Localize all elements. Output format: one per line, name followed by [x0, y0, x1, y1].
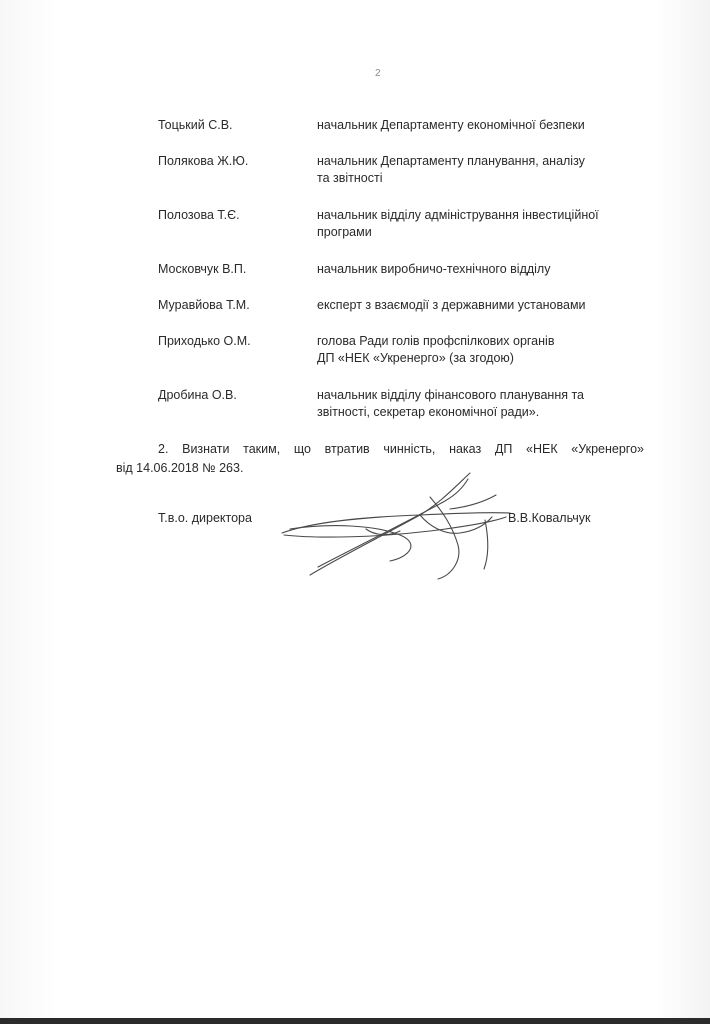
member-name: Муравйова Т.М. — [158, 298, 250, 312]
member-position — [317, 387, 637, 421]
handwritten-signature — [270, 465, 540, 590]
position-line: начальник виробничо-технічного відділу — [317, 262, 551, 276]
bottom-edge-bar — [0, 1018, 710, 1024]
position-line: звітності, секретар економічної ради». — [317, 405, 540, 419]
position-line: ДП «НЕК «Укренерго» (за згодою) — [317, 351, 514, 365]
position-line: начальник відділу фінансового планування та — [317, 388, 585, 402]
member-position — [317, 117, 637, 134]
member-name: Дробина О.В. — [158, 388, 237, 402]
member-position — [317, 207, 637, 241]
position-line: експерт з взаємодії з державними установами — [317, 298, 586, 312]
position-line: програми — [317, 225, 372, 239]
position-line: голова Ради голів профспілкових органів — [317, 334, 555, 348]
position-line: начальник Департаменту планування, аналізу — [317, 154, 585, 168]
signatory-title: Т.в.о. директора — [158, 511, 252, 525]
member-position — [317, 297, 637, 314]
member-name: Тоцький С.В. — [158, 118, 233, 132]
position-line: начальник Департаменту економічної безпеки — [317, 118, 585, 132]
page-number: 2 — [375, 68, 381, 79]
member-position — [317, 153, 637, 187]
position-line: та звітності — [317, 171, 383, 185]
member-name: Полякова Ж.Ю. — [158, 154, 249, 168]
member-name: Полозова Т.Є. — [158, 208, 240, 222]
member-position — [317, 333, 637, 367]
member-name: Приходько О.М. — [158, 334, 251, 348]
paragraph-line: від 14.06.2018 № 263. — [116, 461, 244, 475]
member-name: Московчук В.П. — [158, 262, 247, 276]
member-position — [317, 261, 637, 278]
position-line: начальник відділу адміністрування інвестиційної — [317, 208, 599, 222]
signatory-name: В.В.Ковальчук — [508, 511, 591, 525]
paragraph-line: 2. Визнати таким, що втратив чинність, наказ ДП «НЕК «Укренерго» — [158, 442, 644, 456]
